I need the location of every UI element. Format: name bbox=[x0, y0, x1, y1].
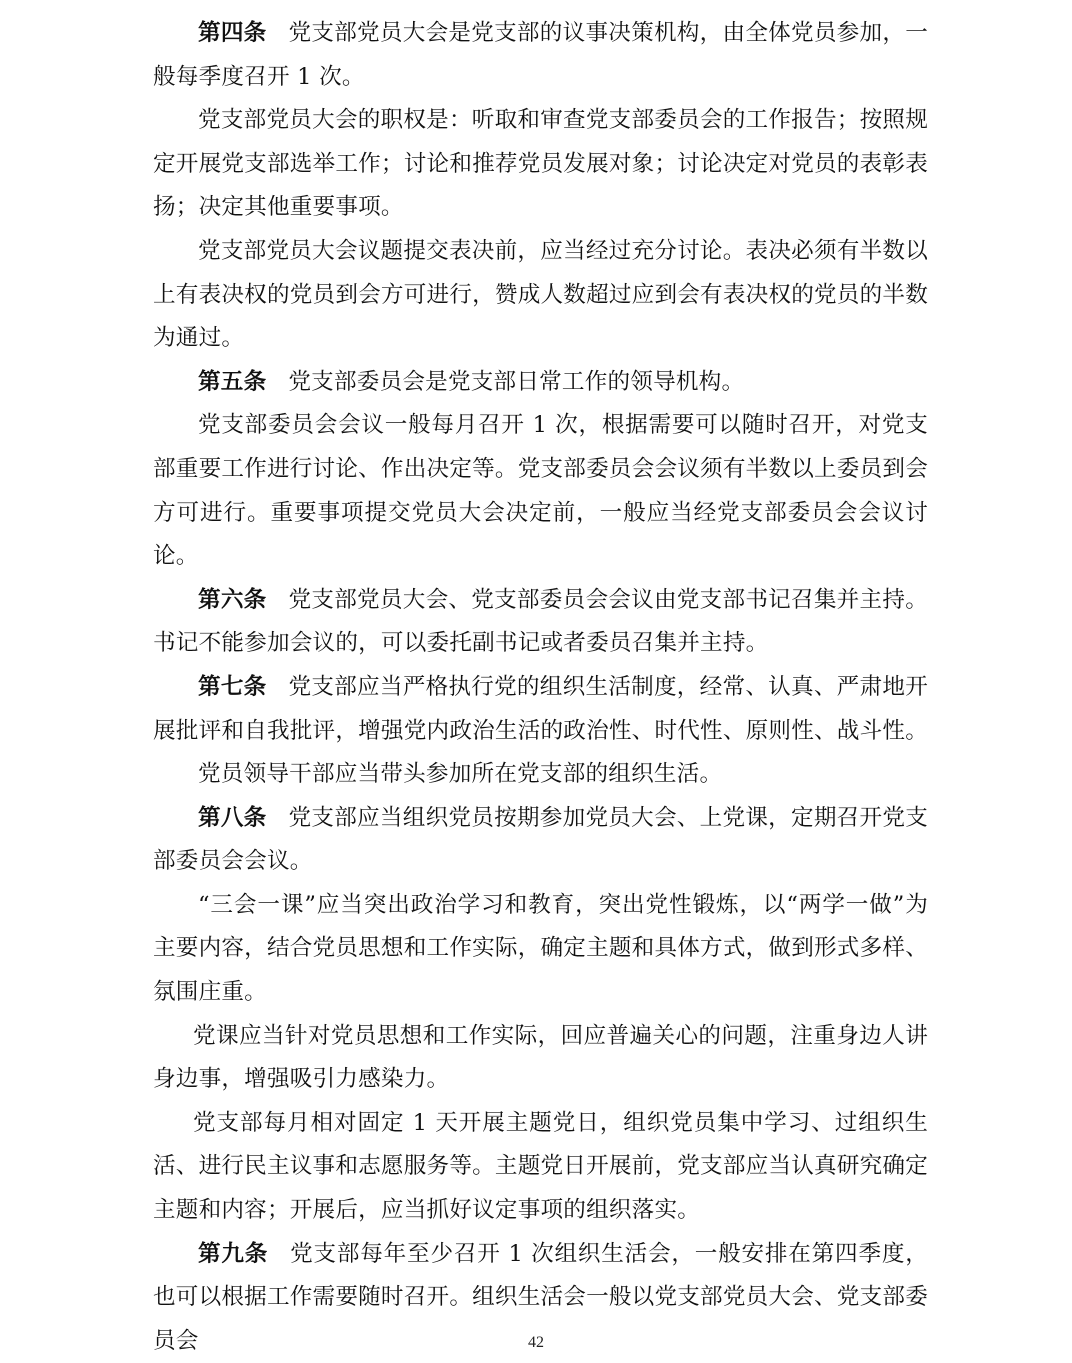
paragraph-article-5 bbox=[153, 361, 928, 405]
article-heading: 第九条 bbox=[198, 1240, 269, 1267]
paragraph-text: 党支部委员会会议一般每月召开 1 次，根据需要可以随时召开，对党支部重要工作进行讨论、作出决定等。党支部委员会会议须有半数以上委员到会方可进行。重要事项提交党员大会决定前，一般应当经党支部委员会会议讨论。 bbox=[153, 412, 928, 570]
article-heading: 第四条 bbox=[198, 20, 267, 46]
paragraph bbox=[153, 753, 928, 797]
paragraph-text: 党员领导干部应当带头参加所在党支部的组织生活。 bbox=[198, 761, 723, 788]
paragraph-text: 党支部委员会是党支部日常工作的领导机构。 bbox=[288, 368, 745, 395]
paragraph-text: 党支部每月相对固定 1 天开展主题党日，组织党员集中学习、过组织生活、进行民主议事和志愿服务等。主题党日开展前，党支部应当认真研究确定主题和内容；开展后，应当抓好议定事项的组织落实。 bbox=[153, 1109, 928, 1224]
paragraph bbox=[153, 404, 928, 578]
paragraph-text: 党支部每年至少召开 1 次组织生活会，一般安排在第四季度，也可以根据工作需要随时召开。组织生活会一般以党支部党员大会、党支部委员会 bbox=[153, 1240, 928, 1354]
paragraph-text: “三会一课”应当突出政治学习和教育，突出党性锻炼，以“两学一做”为主要内容，结合党员思想和工作实际，确定主题和具体方式，做到形式多样、氛围庄重。 bbox=[153, 891, 928, 1006]
paragraph-text: 党支部党员大会是党支部的议事决策机构，由全体党员参加，一般每季度召开 1 次。 bbox=[153, 20, 928, 90]
paragraph bbox=[153, 884, 928, 1015]
paragraph-article-7 bbox=[153, 666, 928, 753]
paragraph-article-4 bbox=[153, 12, 928, 99]
paragraph bbox=[153, 1015, 928, 1102]
paragraph-text: 党支部党员大会议题提交表决前，应当经过充分讨论。表决必须有半数以上有表决权的党员到会方可进行，赞成人数超过应到会有表决权的党员的半数为通过。 bbox=[153, 237, 928, 352]
article-heading: 第七条 bbox=[198, 673, 267, 700]
article-heading: 第八条 bbox=[198, 804, 267, 831]
article-heading: 第五条 bbox=[198, 368, 267, 395]
paragraph-text: 党支部党员大会的职权是：听取和审查党支部委员会的工作报告；按照规定开展党支部选举工作；讨论和推荐党员发展对象；讨论决定对党员的表彰表扬；决定其他重要事项。 bbox=[153, 107, 928, 221]
document-page bbox=[153, 12, 928, 1363]
paragraph-article-8 bbox=[153, 797, 928, 884]
paragraph-text: 党课应当针对党员思想和工作实际，回应普遍关心的问题，注重身边人讲身边事，增强吸引力感染力。 bbox=[153, 1022, 928, 1093]
article-heading: 第六条 bbox=[198, 586, 267, 613]
paragraph-article-6 bbox=[153, 579, 928, 666]
page-number: 42 bbox=[528, 1334, 544, 1351]
paragraph-text: 党支部党员大会、党支部委员会会议由党支部书记召集并主持。书记不能参加会议的，可以委托副书记或者委员召集并主持。 bbox=[153, 586, 928, 657]
paragraph bbox=[153, 230, 928, 361]
paragraph-text: 党支部应当严格执行党的组织生活制度，经常、认真、严肃地开展批评和自我批评，增强党内政治生活的政治性、时代性、原则性、战斗性。 bbox=[153, 673, 928, 744]
paragraph-text: 党支部应当组织党员按期参加党员大会、上党课，定期召开党支部委员会会议。 bbox=[153, 804, 928, 875]
paragraph bbox=[153, 1102, 928, 1233]
paragraph bbox=[153, 99, 928, 230]
